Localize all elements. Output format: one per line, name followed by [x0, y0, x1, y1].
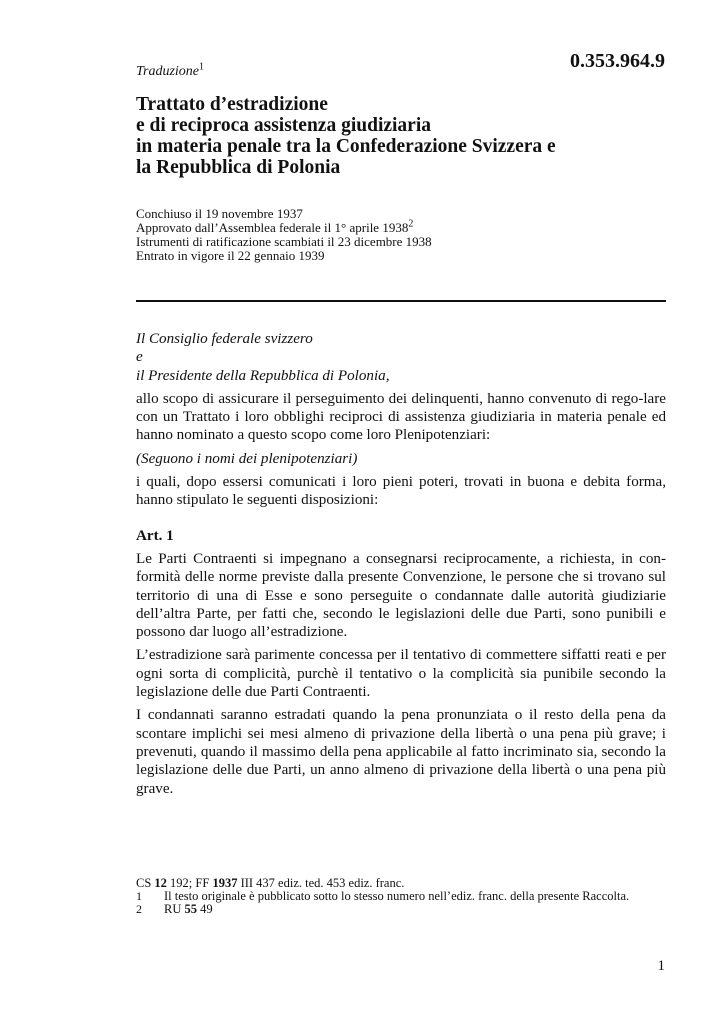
preamble-party-2: il Presidente della Repubblica di Polonia,	[136, 367, 390, 384]
citation-part: III 437 ediz. ted. 453 ediz. franc.	[237, 876, 405, 890]
title-line: Trattato d’estradizione	[136, 94, 328, 115]
sr-number: 0.353.964.9	[570, 50, 665, 72]
translation-label	[136, 61, 205, 80]
preamble-closing: i quali, dopo essersi comunicati i loro pieni poteri, trovati in buona e debita forma, hanno stipulato le seguenti disposizioni:	[136, 474, 666, 509]
footnotes	[136, 877, 656, 916]
document-title	[136, 94, 676, 178]
preamble-party-1: Il Consiglio federale svizzero	[136, 331, 313, 347]
footnote-number: 1	[136, 889, 142, 903]
citation-part: CS	[136, 876, 155, 890]
citation-volume: 12	[154, 876, 167, 890]
article-heading: Art. 1	[136, 527, 174, 544]
horizontal-rule	[136, 300, 666, 302]
title-line: la Repubblica di Polonia	[136, 157, 341, 178]
citation-year: 1937	[212, 876, 238, 890]
article-paragraph: Le Parti Contraenti si impegnano a consegnarsi reciprocamente, a richiesta, in con-formità delle norme previste dalla presente Convenzione, le persone che si trovano sul territorio di una di Esse e sono perseguite o condannate dalle autorità giudiziarie dell’altra Parte, per fatti che, secondo le legislazioni delle due Parti, sono punibili e possono dar luogo all’estradizione.	[136, 550, 666, 641]
footnote-ref-1[interactable]: 1	[199, 61, 205, 73]
plenipotentiaries-note: (Seguono i nomi dei plenipotenziari)	[136, 450, 358, 467]
title-line: in materia penale tra la Confederazione Svizzera e	[136, 136, 556, 157]
footnote-ref-2[interactable]: 2	[408, 218, 414, 230]
article-paragraph: L’estradizione sarà parimente concessa per il tentativo di commettere siffatti reati e per ogni sorta di complicità, purchè il tentativo o la complicità sia punibile secondo la legislazione delle due Parti Contraenti.	[136, 647, 666, 701]
ratification-date: Istrumenti di ratificazione scambiati il 23 dicembre 1938	[136, 234, 432, 249]
citation-part: 192; FF	[166, 876, 213, 890]
concluded-date: Conchiuso il 19 novembre 1937	[136, 206, 303, 221]
article-paragraph: I condannati saranno estradati quando la pena pronunziata o il resto della pena da scontare implichi sei mesi almeno di privazione della libertà o una pena più grave; i prevenuti, quando il massimo della pena applicabile al fatto incriminato sia, secondo la legislazione delle due Parti, un anno almeno di privazione della libertà o una pena più grave.	[136, 707, 666, 797]
footnote-number: 2	[136, 902, 142, 916]
entry-into-force-date: Entrato in vigore il 22 gennaio 1939	[136, 248, 325, 263]
page-number: 1	[657, 958, 665, 974]
footnote-text	[164, 903, 656, 916]
preamble-purpose: allo scopo di assicurare il perseguimento dei delinquenti, hanno convenuto di rego-lare con un Trattato i loro obblighi reciproci di assistenza giudiziaria in materia penale ed hanno nominato a questo scopo come loro Plenipotenziari:	[136, 390, 666, 444]
citation-part: 49	[197, 902, 213, 916]
footnote-2	[136, 903, 656, 916]
footnote-1	[136, 890, 656, 903]
approved-date	[136, 218, 432, 235]
footnote-text: Il testo originale è pubblicato sotto lo stesso numero nell’ediz. franc. della presente Raccolta.	[164, 889, 630, 903]
translation-text: Traduzione	[136, 64, 200, 79]
treaty-metadata	[136, 207, 432, 263]
approved-text: Approvato dall’Assemblea federale il 1° aprile 1938	[136, 220, 409, 235]
treaty-body	[136, 330, 666, 798]
citation-volume: 55	[184, 902, 197, 916]
preamble-conjunction: e	[136, 349, 143, 366]
title-line: e di reciproca assistenza giudiziaria	[136, 115, 432, 136]
citation-part: RU	[164, 902, 185, 916]
